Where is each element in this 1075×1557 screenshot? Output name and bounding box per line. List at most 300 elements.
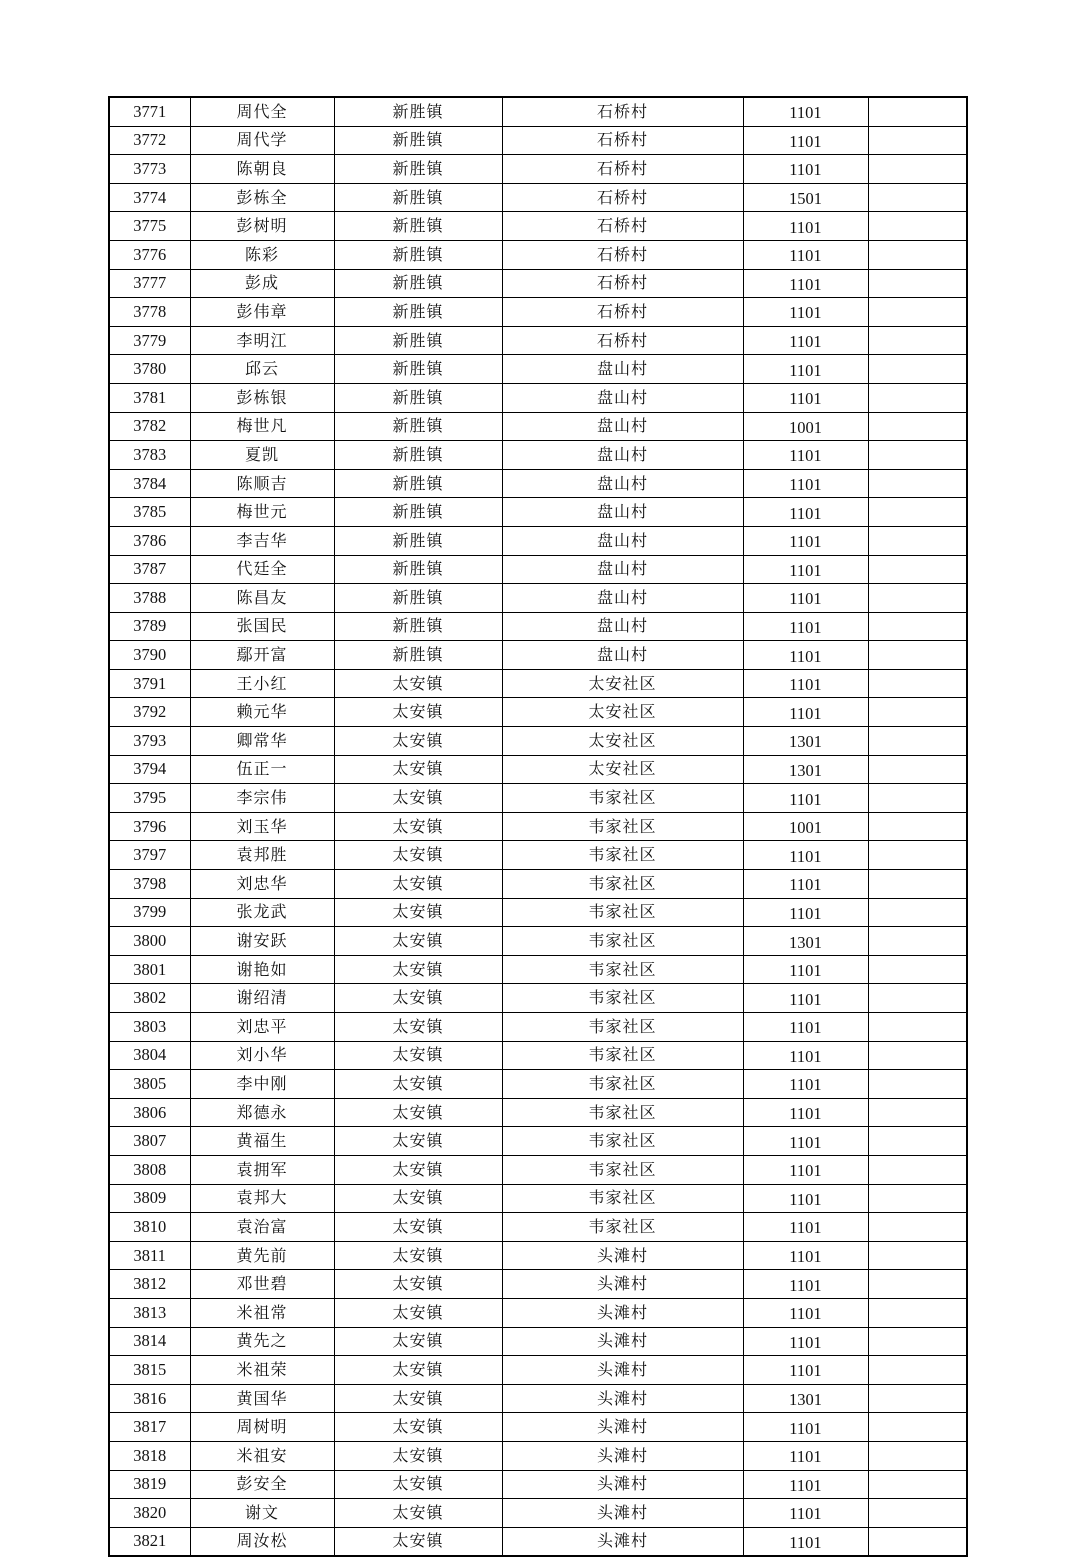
cell-number: 3772	[109, 126, 190, 155]
cell-town: 太安镇	[334, 841, 502, 870]
cell-village: 头滩村	[502, 1470, 743, 1499]
cell-note	[868, 1356, 967, 1385]
cell-name: 周树明	[190, 1413, 334, 1442]
cell-code: 1101	[743, 1070, 868, 1099]
cell-village: 盘山村	[502, 383, 743, 412]
table-row	[109, 1155, 967, 1184]
table-row	[109, 1241, 967, 1270]
cell-village: 太安社区	[502, 755, 743, 784]
table-row	[109, 784, 967, 813]
cell-town: 太安镇	[334, 1127, 502, 1156]
cell-code: 1101	[743, 1327, 868, 1356]
cell-name: 张龙武	[190, 898, 334, 927]
cell-town: 新胜镇	[334, 269, 502, 298]
cell-number: 3794	[109, 755, 190, 784]
cell-code: 1101	[743, 1441, 868, 1470]
table-row	[109, 1441, 967, 1470]
cell-note	[868, 1413, 967, 1442]
cell-village: 韦家社区	[502, 984, 743, 1013]
cell-code: 1101	[743, 441, 868, 470]
cell-number: 3784	[109, 469, 190, 498]
cell-number: 3799	[109, 898, 190, 927]
cell-village: 石桥村	[502, 155, 743, 184]
cell-note	[868, 126, 967, 155]
cell-code: 1101	[743, 584, 868, 613]
cell-number: 3813	[109, 1298, 190, 1327]
cell-name: 刘玉华	[190, 812, 334, 841]
cell-code: 1101	[743, 1184, 868, 1213]
cell-number: 3809	[109, 1184, 190, 1213]
cell-name: 陈彩	[190, 240, 334, 269]
cell-name: 袁邦大	[190, 1184, 334, 1213]
cell-town: 太安镇	[334, 1184, 502, 1213]
cell-town: 太安镇	[334, 1441, 502, 1470]
cell-note	[868, 383, 967, 412]
table-row	[109, 498, 967, 527]
cell-code: 1101	[743, 212, 868, 241]
cell-village: 头滩村	[502, 1384, 743, 1413]
cell-village: 盘山村	[502, 526, 743, 555]
cell-note	[868, 1384, 967, 1413]
cell-town: 太安镇	[334, 1270, 502, 1299]
cell-town: 新胜镇	[334, 498, 502, 527]
cell-village: 盘山村	[502, 612, 743, 641]
cell-town: 新胜镇	[334, 240, 502, 269]
cell-code: 1101	[743, 984, 868, 1013]
table-row	[109, 1098, 967, 1127]
table-row	[109, 1499, 967, 1528]
cell-code: 1101	[743, 1298, 868, 1327]
cell-name: 米祖常	[190, 1298, 334, 1327]
cell-town: 太安镇	[334, 1327, 502, 1356]
cell-village: 韦家社区	[502, 1213, 743, 1242]
cell-town: 太安镇	[334, 1384, 502, 1413]
cell-note	[868, 526, 967, 555]
cell-name: 彭栋银	[190, 383, 334, 412]
cell-name: 袁邦胜	[190, 841, 334, 870]
cell-town: 太安镇	[334, 1155, 502, 1184]
cell-code: 1101	[743, 1413, 868, 1442]
cell-name: 郑德永	[190, 1098, 334, 1127]
cell-village: 盘山村	[502, 469, 743, 498]
cell-number: 3792	[109, 698, 190, 727]
cell-name: 赖元华	[190, 698, 334, 727]
cell-village: 韦家社区	[502, 1155, 743, 1184]
cell-town: 太安镇	[334, 1413, 502, 1442]
cell-number: 3805	[109, 1070, 190, 1099]
cell-name: 邱云	[190, 355, 334, 384]
cell-village: 韦家社区	[502, 1041, 743, 1070]
cell-village: 韦家社区	[502, 1098, 743, 1127]
cell-code: 1501	[743, 183, 868, 212]
table-row	[109, 269, 967, 298]
cell-village: 石桥村	[502, 326, 743, 355]
cell-name: 黄福生	[190, 1127, 334, 1156]
cell-code: 1101	[743, 498, 868, 527]
cell-village: 头滩村	[502, 1413, 743, 1442]
cell-code: 1101	[743, 1041, 868, 1070]
table-row	[109, 1327, 967, 1356]
cell-name: 张国民	[190, 612, 334, 641]
cell-town: 太安镇	[334, 1241, 502, 1270]
cell-village: 石桥村	[502, 126, 743, 155]
cell-name: 刘忠平	[190, 1013, 334, 1042]
cell-code: 1301	[743, 727, 868, 756]
records-table	[108, 96, 968, 1557]
cell-village: 韦家社区	[502, 870, 743, 899]
cell-number: 3790	[109, 641, 190, 670]
cell-number: 3819	[109, 1470, 190, 1499]
cell-code: 1101	[743, 870, 868, 899]
cell-town: 新胜镇	[334, 526, 502, 555]
cell-village: 韦家社区	[502, 1013, 743, 1042]
cell-note	[868, 698, 967, 727]
table-row	[109, 441, 967, 470]
cell-note	[868, 870, 967, 899]
cell-number: 3782	[109, 412, 190, 441]
cell-town: 新胜镇	[334, 326, 502, 355]
cell-town: 新胜镇	[334, 469, 502, 498]
cell-code: 1001	[743, 412, 868, 441]
cell-code: 1301	[743, 1384, 868, 1413]
cell-note	[868, 212, 967, 241]
cell-name: 伍正一	[190, 755, 334, 784]
cell-note	[868, 498, 967, 527]
cell-note	[868, 155, 967, 184]
cell-name: 邓世碧	[190, 1270, 334, 1299]
cell-note	[868, 183, 967, 212]
cell-note	[868, 727, 967, 756]
table-row	[109, 469, 967, 498]
cell-code: 1101	[743, 326, 868, 355]
cell-town: 太安镇	[334, 755, 502, 784]
table-row	[109, 355, 967, 384]
cell-town: 新胜镇	[334, 183, 502, 212]
cell-name: 陈昌友	[190, 584, 334, 613]
cell-number: 3812	[109, 1270, 190, 1299]
cell-note	[868, 469, 967, 498]
cell-note	[868, 269, 967, 298]
cell-code: 1101	[743, 669, 868, 698]
cell-village: 石桥村	[502, 240, 743, 269]
cell-code: 1101	[743, 1241, 868, 1270]
cell-code: 1101	[743, 1527, 868, 1556]
cell-note	[868, 755, 967, 784]
cell-code: 1101	[743, 698, 868, 727]
cell-number: 3779	[109, 326, 190, 355]
cell-village: 头滩村	[502, 1327, 743, 1356]
table-row	[109, 383, 967, 412]
cell-name: 刘小华	[190, 1041, 334, 1070]
cell-code: 1101	[743, 898, 868, 927]
cell-village: 韦家社区	[502, 955, 743, 984]
cell-note	[868, 441, 967, 470]
cell-name: 谢艳如	[190, 955, 334, 984]
cell-name: 刘忠华	[190, 870, 334, 899]
cell-village: 头滩村	[502, 1441, 743, 1470]
cell-number: 3797	[109, 841, 190, 870]
cell-number: 3818	[109, 1441, 190, 1470]
cell-number: 3817	[109, 1413, 190, 1442]
table-row	[109, 927, 967, 956]
cell-note	[868, 1184, 967, 1213]
table-row	[109, 155, 967, 184]
table-row	[109, 1041, 967, 1070]
cell-number: 3793	[109, 727, 190, 756]
table-row	[109, 1127, 967, 1156]
cell-number: 3785	[109, 498, 190, 527]
cell-name: 米祖安	[190, 1441, 334, 1470]
cell-village: 石桥村	[502, 97, 743, 126]
cell-name: 陈朝良	[190, 155, 334, 184]
cell-town: 太安镇	[334, 984, 502, 1013]
table-row	[109, 612, 967, 641]
cell-number: 3788	[109, 584, 190, 613]
cell-number: 3789	[109, 612, 190, 641]
cell-name: 周汝松	[190, 1527, 334, 1556]
cell-number: 3801	[109, 955, 190, 984]
cell-village: 盘山村	[502, 498, 743, 527]
cell-village: 头滩村	[502, 1241, 743, 1270]
cell-town: 太安镇	[334, 898, 502, 927]
cell-name: 彭树明	[190, 212, 334, 241]
cell-code: 1101	[743, 298, 868, 327]
cell-village: 石桥村	[502, 183, 743, 212]
cell-number: 3791	[109, 669, 190, 698]
cell-note	[868, 955, 967, 984]
cell-name: 周代全	[190, 97, 334, 126]
cell-note	[868, 355, 967, 384]
cell-town: 新胜镇	[334, 441, 502, 470]
cell-code: 1101	[743, 355, 868, 384]
cell-name: 袁拥军	[190, 1155, 334, 1184]
table-row	[109, 841, 967, 870]
cell-note	[868, 1298, 967, 1327]
cell-number: 3810	[109, 1213, 190, 1242]
cell-note	[868, 1470, 967, 1499]
cell-note	[868, 669, 967, 698]
cell-number: 3806	[109, 1098, 190, 1127]
cell-code: 1101	[743, 1470, 868, 1499]
cell-code: 1001	[743, 812, 868, 841]
cell-name: 李中刚	[190, 1070, 334, 1099]
cell-village: 盘山村	[502, 641, 743, 670]
cell-note	[868, 1499, 967, 1528]
table-row	[109, 1413, 967, 1442]
cell-town: 新胜镇	[334, 584, 502, 613]
table-row	[109, 1527, 967, 1556]
cell-town: 新胜镇	[334, 612, 502, 641]
cell-note	[868, 1155, 967, 1184]
cell-village: 盘山村	[502, 555, 743, 584]
cell-note	[868, 555, 967, 584]
cell-town: 太安镇	[334, 784, 502, 813]
cell-name: 李宗伟	[190, 784, 334, 813]
cell-code: 1101	[743, 383, 868, 412]
cell-number: 3786	[109, 526, 190, 555]
cell-number: 3800	[109, 927, 190, 956]
cell-note	[868, 326, 967, 355]
cell-note	[868, 812, 967, 841]
cell-village: 韦家社区	[502, 812, 743, 841]
cell-name: 黄先前	[190, 1241, 334, 1270]
cell-note	[868, 1270, 967, 1299]
table-row	[109, 526, 967, 555]
cell-number: 3795	[109, 784, 190, 813]
cell-name: 王小红	[190, 669, 334, 698]
cell-number: 3803	[109, 1013, 190, 1042]
cell-number: 3814	[109, 1327, 190, 1356]
cell-code: 1101	[743, 1356, 868, 1385]
cell-town: 新胜镇	[334, 383, 502, 412]
cell-code: 1101	[743, 1127, 868, 1156]
cell-number: 3808	[109, 1155, 190, 1184]
table-row	[109, 298, 967, 327]
cell-name: 黄国华	[190, 1384, 334, 1413]
table-row	[109, 1213, 967, 1242]
table-row	[109, 1298, 967, 1327]
cell-number: 3807	[109, 1127, 190, 1156]
cell-number: 3815	[109, 1356, 190, 1385]
cell-village: 盘山村	[502, 412, 743, 441]
cell-code: 1101	[743, 155, 868, 184]
table-row	[109, 870, 967, 899]
cell-town: 太安镇	[334, 1527, 502, 1556]
cell-number: 3780	[109, 355, 190, 384]
cell-town: 太安镇	[334, 1098, 502, 1127]
cell-town: 太安镇	[334, 955, 502, 984]
cell-code: 1101	[743, 841, 868, 870]
cell-name: 代廷全	[190, 555, 334, 584]
cell-note	[868, 841, 967, 870]
cell-note	[868, 412, 967, 441]
cell-town: 太安镇	[334, 1499, 502, 1528]
cell-town: 太安镇	[334, 927, 502, 956]
cell-note	[868, 1041, 967, 1070]
cell-town: 太安镇	[334, 1213, 502, 1242]
cell-code: 1101	[743, 1499, 868, 1528]
cell-code: 1301	[743, 927, 868, 956]
cell-village: 太安社区	[502, 669, 743, 698]
cell-code: 1101	[743, 555, 868, 584]
table-row	[109, 584, 967, 613]
cell-code: 1101	[743, 469, 868, 498]
cell-note	[868, 1213, 967, 1242]
cell-village: 韦家社区	[502, 1070, 743, 1099]
table-row	[109, 727, 967, 756]
table-row	[109, 984, 967, 1013]
table-row	[109, 1184, 967, 1213]
cell-code: 1101	[743, 1098, 868, 1127]
cell-village: 盘山村	[502, 355, 743, 384]
table-row	[109, 1356, 967, 1385]
cell-town: 新胜镇	[334, 212, 502, 241]
table-row	[109, 1384, 967, 1413]
cell-town: 太安镇	[334, 669, 502, 698]
cell-number: 3777	[109, 269, 190, 298]
cell-code: 1101	[743, 269, 868, 298]
cell-code: 1101	[743, 612, 868, 641]
cell-village: 头滩村	[502, 1298, 743, 1327]
cell-number: 3798	[109, 870, 190, 899]
cell-note	[868, 1241, 967, 1270]
cell-note	[868, 1127, 967, 1156]
cell-name: 夏凯	[190, 441, 334, 470]
cell-code: 1101	[743, 240, 868, 269]
cell-note	[868, 584, 967, 613]
cell-town: 太安镇	[334, 1070, 502, 1099]
cell-village: 韦家社区	[502, 1184, 743, 1213]
cell-town: 太安镇	[334, 698, 502, 727]
cell-village: 石桥村	[502, 269, 743, 298]
table-row	[109, 212, 967, 241]
cell-note	[868, 298, 967, 327]
cell-name: 彭成	[190, 269, 334, 298]
cell-village: 盘山村	[502, 584, 743, 613]
cell-name: 彭安全	[190, 1470, 334, 1499]
cell-name: 梅世凡	[190, 412, 334, 441]
cell-town: 新胜镇	[334, 126, 502, 155]
cell-name: 李明江	[190, 326, 334, 355]
table-row	[109, 1070, 967, 1099]
cell-note	[868, 612, 967, 641]
cell-town: 太安镇	[334, 1298, 502, 1327]
cell-name: 卿常华	[190, 727, 334, 756]
cell-number: 3773	[109, 155, 190, 184]
cell-code: 1101	[743, 126, 868, 155]
cell-village: 头滩村	[502, 1356, 743, 1385]
cell-village: 盘山村	[502, 441, 743, 470]
cell-name: 彭伟章	[190, 298, 334, 327]
cell-note	[868, 984, 967, 1013]
table-row	[109, 555, 967, 584]
cell-number: 3781	[109, 383, 190, 412]
cell-town: 太安镇	[334, 1013, 502, 1042]
cell-village: 太安社区	[502, 698, 743, 727]
table-row	[109, 97, 967, 126]
cell-town: 太安镇	[334, 1470, 502, 1499]
cell-number: 3802	[109, 984, 190, 1013]
cell-code: 1301	[743, 755, 868, 784]
cell-number: 3787	[109, 555, 190, 584]
table-row	[109, 812, 967, 841]
cell-note	[868, 240, 967, 269]
cell-town: 新胜镇	[334, 355, 502, 384]
cell-village: 韦家社区	[502, 1127, 743, 1156]
cell-number: 3804	[109, 1041, 190, 1070]
cell-town: 太安镇	[334, 1356, 502, 1385]
cell-village: 太安社区	[502, 727, 743, 756]
cell-village: 头滩村	[502, 1499, 743, 1528]
cell-name: 谢安跃	[190, 927, 334, 956]
table-row	[109, 955, 967, 984]
cell-town: 太安镇	[334, 812, 502, 841]
cell-town: 新胜镇	[334, 412, 502, 441]
table-row	[109, 326, 967, 355]
cell-name: 彭栋全	[190, 183, 334, 212]
cell-village: 头滩村	[502, 1270, 743, 1299]
cell-code: 1101	[743, 1213, 868, 1242]
cell-name: 李吉华	[190, 526, 334, 555]
cell-name: 梅世元	[190, 498, 334, 527]
cell-number: 3811	[109, 1241, 190, 1270]
table-row	[109, 641, 967, 670]
cell-town: 太安镇	[334, 870, 502, 899]
cell-code: 1101	[743, 955, 868, 984]
table-row	[109, 898, 967, 927]
cell-town: 新胜镇	[334, 155, 502, 184]
cell-village: 头滩村	[502, 1527, 743, 1556]
